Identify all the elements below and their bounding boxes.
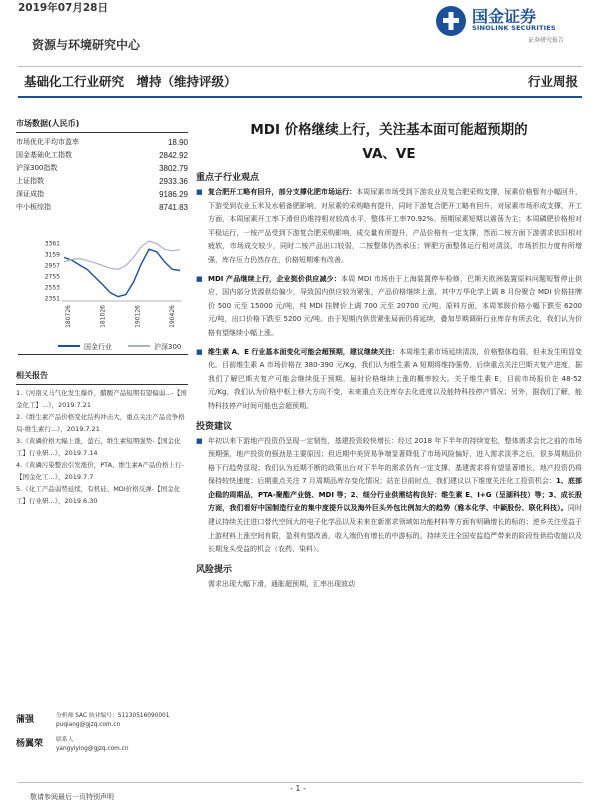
section-heading: 风险提示 xyxy=(196,564,233,575)
market-data-value: 3802.79 xyxy=(159,164,188,173)
disclaimer: 敬请参阅最后一页特别声明 xyxy=(30,793,114,801)
x-tick-label: 181026 xyxy=(99,305,107,328)
x-tick-label: 190426 xyxy=(169,305,176,328)
logo-sub: 证券研究报告 xyxy=(528,37,565,44)
company-logo xyxy=(432,2,582,46)
market-data-value: 2933.36 xyxy=(159,177,188,186)
analyst-name: 蒲强 xyxy=(16,715,35,725)
legend-label-hs300: 沪深300 xyxy=(154,343,182,351)
analyst-info xyxy=(56,712,169,730)
related-report-item[interactable]: 2.《维生素产品价格变化结构冲击大，重点关注产品竞争格局-维生素行...》，2019.7.21 xyxy=(16,413,185,433)
analyst-row xyxy=(16,736,188,754)
analyst-row xyxy=(16,712,188,730)
analysts-panel xyxy=(16,712,188,760)
paragraph-body: 同时建议持续关注进口替代空间大的电子化学品以及未来在新需求领域如功能材料等方面有明确增长的标的；逆乡关注受益于上游材料上涨空间有限，盈利有望改善，收入端仍有增长的中游标的。持续关注全国安监趋严带来的阶段性供给收缩以及长期龙头受益的机会（农药、染料）。 xyxy=(208,504,582,554)
y-tick-label: 2351 xyxy=(44,295,60,303)
paragraph-lead: 复合肥开工略有回升，部分支撑化肥市场运行： xyxy=(208,188,357,196)
paragraph-body: 本周尿素市场受到下游农业及复合肥采购支撑，尿素价格暂有小幅回升，下游受到农业玉米及水稻备肥影响，对尿素的采购略有提升，同时下游复合肥开工略有回升，对尿素市场形成支撑，开工方面，本周尿素开工率下滑但仍维持相对较高水平，整体开工率70.92%。预期尿素短期以震荡为主；本周磷肥价格相对平稳运行，一铵产品受到下游复合肥采购影响，成交量有所提升，产品价格有一定支撑，然而二铵方面下游需求依旧相对疲软，市场成交较少，同时二铵产品出口较弱，二铵整体仍然承压；钾肥方面整体运行相对清淡，市场折扣力度有所增强，库存压力仍然存在，价格短期难有改善。 xyxy=(208,188,583,264)
research-center: 资源与环境研究中心 xyxy=(32,38,141,52)
related-report-item[interactable]: 4.《黄磷污染整治引发涨价，PTA、维生素A产品价格上行-【国金化工...》，2019.7.7 xyxy=(16,461,184,481)
market-data-row xyxy=(16,162,188,175)
chart-legend xyxy=(18,338,188,354)
paragraph-vitamin xyxy=(196,346,582,414)
page-number: - 1 - xyxy=(290,784,306,793)
market-data-title: 市场数据(人民币) xyxy=(16,119,80,128)
market-data-row xyxy=(16,201,188,214)
paragraph-mdi xyxy=(196,273,582,341)
analyst-name: 杨翼荣 xyxy=(16,739,44,749)
market-data-row xyxy=(16,149,188,162)
analyst-email[interactable]: yangyiying@gjzq.com.cn xyxy=(56,746,129,752)
market-data-label: 国金基础化工指数 xyxy=(16,151,72,159)
x-tick-label: 180726 xyxy=(65,305,72,328)
main-content xyxy=(196,118,582,589)
series-line-hs300 xyxy=(64,241,180,269)
paragraph-investment xyxy=(196,435,582,557)
industry-rating: 基础化工行业研究 增持（维持评级） xyxy=(24,74,237,89)
market-data-row xyxy=(16,188,188,201)
y-tick-label: 2957 xyxy=(44,262,60,270)
y-tick-label: 2553 xyxy=(44,284,60,292)
related-reports-title: 相关报告 xyxy=(16,371,48,380)
market-data-value: 18.90 xyxy=(167,138,188,147)
report-date: 2019年07月28日 xyxy=(18,2,108,14)
analyst-email[interactable]: puqiang@gjzq.com.cn xyxy=(56,722,121,728)
section-heading: 投资建议 xyxy=(196,421,233,432)
index-chart xyxy=(36,237,184,337)
logo-icon xyxy=(434,4,468,38)
related-report-item[interactable]: 5.《化工产品弱势延续，有机硅、MDI价格反弹-【国金化工】行业研...》，2019.6.30 xyxy=(16,485,181,505)
y-tick-label: 2755 xyxy=(44,273,60,281)
market-data-label: 上证指数 xyxy=(16,177,44,185)
divider xyxy=(18,354,188,355)
analyst-credential: 联系人 xyxy=(56,737,74,743)
paragraph-body: 年初以来下游地产投资仍呈现一定韧性，基建投资较快增长：经过 2018 年下半年的持续宽松，整体需求会比之前的市场预期强，地产投资的强劲是主要原因；但近期中美贸易争端显著降低了市场风险偏好，进入需求淡季之后，很多周期品价格下行趋势显现；我们认为近期不断的政策出台对下半年的需求仍有一定支撑，基建需求将有望显著增长，地产投资仍将保持较快速度；后期重点关注 7 月周期品库存变化情况；站在目前时点，我们建议以下维度关注化工投资机会： xyxy=(208,436,582,486)
paragraph-fertilizer xyxy=(196,186,582,268)
analyst-info xyxy=(56,736,129,754)
legend-label-industry: 国金行业 xyxy=(84,343,112,351)
paragraph-lead: MDI 产品继续上行，企业挺价供应减少： xyxy=(208,274,342,283)
related-report-item[interactable]: 3.《黄磷价格大幅上涨，萤石、维生素短期强势-【国金化工】行业研...》，2019.7.14 xyxy=(16,437,181,457)
report-title-line2: VA、VE xyxy=(362,146,416,162)
series-line-industry xyxy=(64,249,180,296)
related-report-item[interactable]: 1.《河南义马气化发生爆炸，醋酸产品短期有望偏弱...-【国金化工】...》，2019.7.21 xyxy=(16,389,187,409)
market-data-label: 深证成指 xyxy=(16,190,44,198)
risk-text: 需求出现大幅下滑，通胀超预期，汇率出现波动 xyxy=(208,579,355,588)
market-data-row xyxy=(16,175,188,188)
analyst-credential: 分析师 SAC 执业编号：S1130516090001 xyxy=(56,713,170,719)
logo-en: SINOLINK SECURITIES xyxy=(472,24,556,32)
market-data-row xyxy=(16,136,188,149)
report-title-line1: MDI 价格继续上行，关注基本面可能超预期的 xyxy=(250,122,528,138)
footer-divider xyxy=(18,782,582,783)
market-data-value: 9186.29 xyxy=(159,190,188,199)
section-heading: 重点子行业观点 xyxy=(196,173,260,183)
header-divider xyxy=(18,66,582,67)
report-type: 行业周报 xyxy=(527,74,578,89)
market-data-value: 8741.83 xyxy=(159,203,188,212)
paragraph-body: 本周维生素市场延续清淡，价格整体趋弱，但未发生明显变化。目前维生素 A 市场价格在 380-390 元/Kg，我们认为维生素 A 短期将维持强势，后续重点关注巴斯夫复产进度，据我们了解巴斯夫复产可能会继续低于预期。届时价格继续上涨的概率较大。关于维生素 E，目前市场报价在 48-52 元/Kg，我们认为价格中枢上移大方向不变，未来重点关注库存去化进度以及能特科技停产情况；另外，据我们了解，能特科技停产时间可能也会超预期。 xyxy=(208,347,582,410)
y-tick-label: 3361 xyxy=(44,240,60,248)
header-accent-line xyxy=(18,96,582,98)
market-data-label: 沪深300指数 xyxy=(16,164,58,172)
paragraph-body: 本周 MDI 市场由于上海装置停车检修，巴斯夫欧洲装置原料问题短暂停止供应，国内部分货源供给偏少，导致国内供应较为紧张，产品价格继续上涨，其中万华化学上调 8 月份聚合 MDI 价格挂牌价 500 元至 15000 元/吨，纯 MDI 挂牌价上调 700 元至 20700 元/吨。原料方面，本周苯胺价格小幅下跌至 6200 元/吨，出口价格下跌至 5200 元/吨。由于短期内供货紧张局面仍将延续，叠加旱期调研行业库存有所去化，我们认为价格有望继续小幅上涨。 xyxy=(208,274,582,337)
related-reports xyxy=(16,370,188,508)
paragraph-emphasis: 1、底部企稳的周期品，PTA-聚酯产业链、MDI 等；2、细分行业供需结构良好：维生素 E、I+G（呈湖科技）等；3、成长股方面，我们看好中国制造行业的集中度提升以及海外巨头外包比例加大的趋势（雅本化学、中颖股份、联化科技）。 xyxy=(208,477,583,513)
market-data-rows xyxy=(16,136,188,214)
market-data-label: 中小板综指 xyxy=(16,203,51,211)
logo-name: 国金证券 xyxy=(472,7,537,26)
divider xyxy=(16,132,188,133)
y-tick-label: 3159 xyxy=(44,251,60,259)
report-title xyxy=(196,118,582,166)
market-data-value: 2842.92 xyxy=(159,151,188,160)
market-data-panel xyxy=(16,118,188,214)
market-data-label: 市场优化平均市盈率 xyxy=(16,138,79,146)
paragraph-lead: 维生素 A、E 行业基本面变化可能会超预期，建议继续关注： xyxy=(208,347,400,356)
x-tick-label: 190126 xyxy=(134,305,142,328)
index-chart-svg xyxy=(36,237,184,337)
divider xyxy=(16,384,188,385)
